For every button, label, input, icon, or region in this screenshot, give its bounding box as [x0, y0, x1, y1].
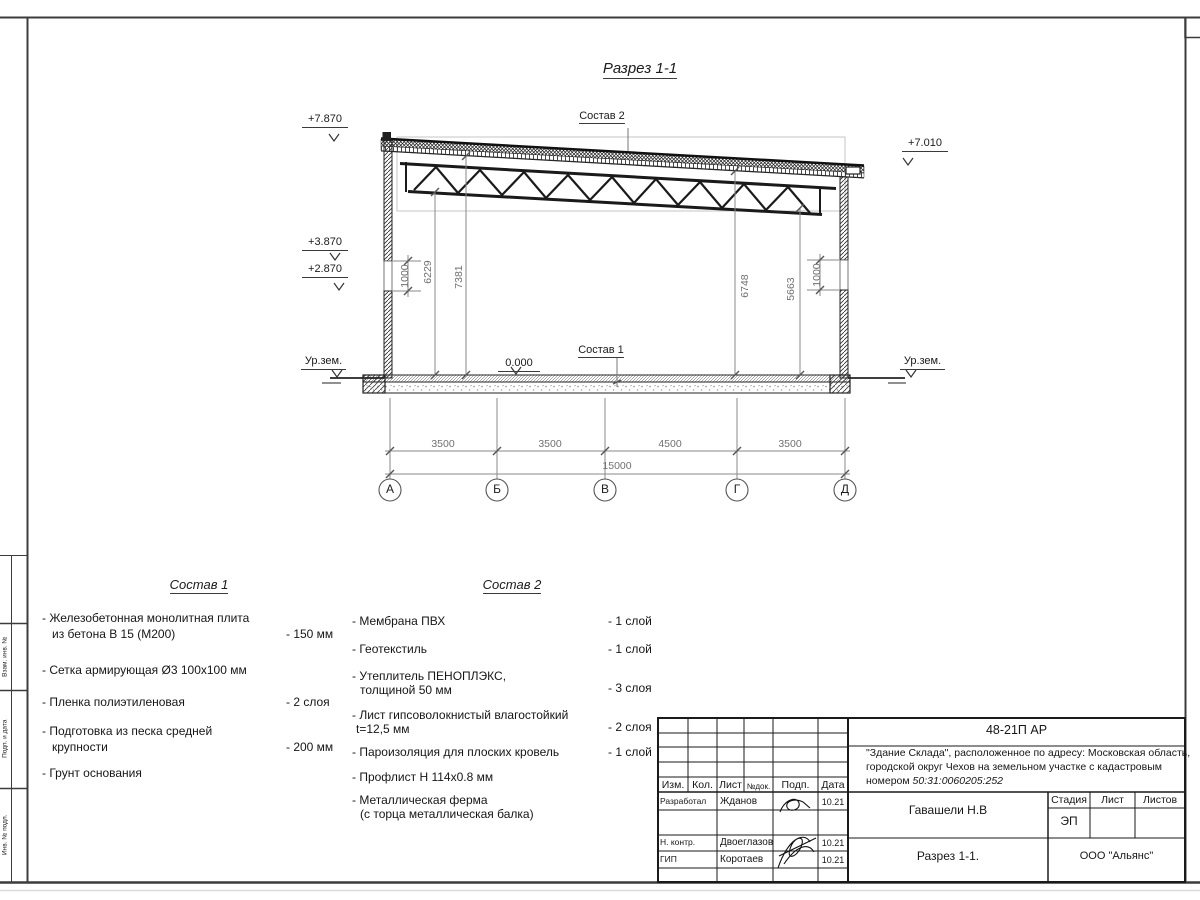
axis-bubble-a: А	[385, 482, 394, 496]
axis-bubble-v: В	[600, 482, 609, 496]
sostav1-item-3-value: - 2 слоя	[286, 695, 330, 709]
vdim-6229: 6229	[421, 260, 434, 284]
hdim-g-d: 3500	[778, 438, 802, 450]
sostav2-item-6-line1: - Профлист Н 114x0.8 мм	[352, 770, 494, 784]
vdim-right-parapet: 1000	[810, 263, 823, 287]
sostav2-item-4-value: - 2 слоя	[608, 720, 652, 734]
sheet-label: Лист	[1101, 794, 1124, 806]
ground-level-right-label: Ур.зем.	[900, 355, 945, 370]
col-header-podp: Подп.	[781, 779, 810, 791]
elevation-low-left: +2.870	[302, 263, 348, 278]
sostav1-item-4-value: - 200 мм	[286, 740, 334, 754]
hdim-a-b: 3500	[431, 438, 455, 450]
drawing-title: Разрез 1-1	[602, 60, 678, 77]
title-block-project-line1: "Здание Склада", расположенное по адресу: Московская область,	[866, 747, 1191, 759]
row-gip-role: ГИП	[660, 854, 677, 864]
row-developed-role: Разработал	[660, 796, 707, 806]
sostav1-item-3-line1: - Пленка полиэтиленовая	[42, 695, 185, 709]
title-block-architect: Гавашели Н.В	[908, 803, 988, 817]
row-developed-date: 10.21	[821, 797, 845, 807]
signature-control-gip	[778, 837, 816, 868]
sostav2-item-3-value: - 3 слоя	[608, 681, 652, 695]
row-ncontr-role: Н. контр.	[660, 837, 696, 847]
sostav2-item-3-line2: толщиной 50 мм	[360, 683, 452, 697]
elevation-roof-left: +7.870	[302, 113, 348, 128]
sostav2-item-1-line1: - Мембрана ПВХ	[352, 614, 446, 628]
callout-sostav2-label: Состав 2	[579, 110, 625, 122]
title-block-drawing-name: Разрез 1-1.	[916, 849, 980, 863]
sostav2-item-4-line1: - Лист гипсоволокнистый влагостойкий	[352, 708, 569, 722]
sostav2-item-5-value: - 1 слой	[608, 745, 652, 759]
sostav2-item-7-line1: - Металлическая ферма	[352, 793, 488, 807]
sostav2-title: Состав 2	[482, 577, 542, 592]
vdim-6748: 6748	[738, 274, 751, 298]
elevation-roof-right: +7.010	[902, 137, 948, 152]
row-gip-name: Коротаев	[720, 854, 764, 865]
sostav2-item-2-line1: - Геотекстиль	[352, 642, 427, 656]
frame-label-vzam-inv: Взам. инв. №	[1, 636, 9, 677]
callout-sostav1-label: Состав 1	[578, 344, 624, 356]
sostav2-item-4-line2: t=12,5 мм	[356, 722, 410, 736]
col-header-list: Лист	[719, 779, 742, 791]
row-developed-name: Жданов	[720, 796, 758, 807]
sostav1-item-1-line1: - Железобетонная монолитная плита	[42, 611, 250, 625]
elevation-mid-left: +3.870	[302, 236, 348, 251]
col-header-izm: Изм.	[661, 779, 685, 791]
frame-label-podp-data: Подп. и дата	[1, 719, 9, 758]
axis-bubble-d: Д	[840, 482, 850, 496]
title-block-project-line3: номером 50:31:0060205:252	[866, 775, 1004, 787]
sostav1-title: Состав 1	[169, 577, 229, 592]
vdim-7381: 7381	[452, 265, 465, 289]
title-block-company: ООО "Альянс"	[1079, 850, 1154, 862]
sostav2-item-7-line2: (с торца металлическая балка)	[360, 807, 534, 821]
sostav1-item-1-value: - 150 мм	[286, 627, 334, 641]
col-header-data: Дата	[821, 779, 845, 791]
frame-label-inv-podl: Инв. № подл.	[1, 814, 9, 855]
sostav2-item-3-line1: - Утеплитель ПЕНОПЛЭКС,	[352, 669, 507, 683]
stage-value: ЭП	[1060, 814, 1078, 828]
axis-bubble-g: Г	[733, 482, 741, 496]
row-ncontr-date: 10.21	[821, 838, 845, 848]
sostav2-item-1-value: - 1 слой	[608, 614, 652, 628]
stage-label: Стадия	[1051, 794, 1087, 806]
sostav1-item-4-line1: - Подготовка из песка средней	[42, 724, 213, 738]
cadastral-number: 50:31:0060205:252	[912, 775, 1004, 787]
col-header-kol: Кол.	[692, 779, 713, 791]
sostav1-item-5-line1: - Грунт основания	[42, 766, 142, 780]
row-gip-date: 10.21	[821, 855, 845, 865]
vdim-5663: 5663	[784, 277, 797, 301]
elevation-zero: 0.000	[498, 357, 540, 372]
vdim-left-parapet: 1000	[398, 264, 411, 288]
sheets-label: Листов	[1142, 794, 1178, 806]
axis-bubble-b: Б	[493, 482, 501, 496]
hdim-total: 15000	[602, 460, 632, 472]
title-block-project-line2: городской округ Чехов на земельном участке с кадастровым	[866, 761, 1162, 773]
sostav2-item-2-value: - 1 слой	[608, 642, 652, 656]
title-block-doc-number: 48-21П АР	[985, 723, 1048, 737]
sostav2-item-5-line1: - Пароизоляция для плоских кровель	[352, 745, 560, 759]
hdim-v-g: 4500	[658, 438, 682, 450]
ground-level-left-label: Ур.зем.	[301, 355, 346, 370]
sostav1-item-4-line2: крупности	[52, 740, 108, 754]
row-ncontr-name: Двоеглазов	[720, 837, 774, 848]
sostav1-item-1-line2: из бетона В 15 (М200)	[52, 627, 176, 641]
sostav1-item-2-line1: - Сетка армирующая Ø3 100x100 мм	[42, 663, 247, 677]
hdim-b-v: 3500	[538, 438, 562, 450]
col-header-ndok: №док.	[746, 782, 771, 791]
